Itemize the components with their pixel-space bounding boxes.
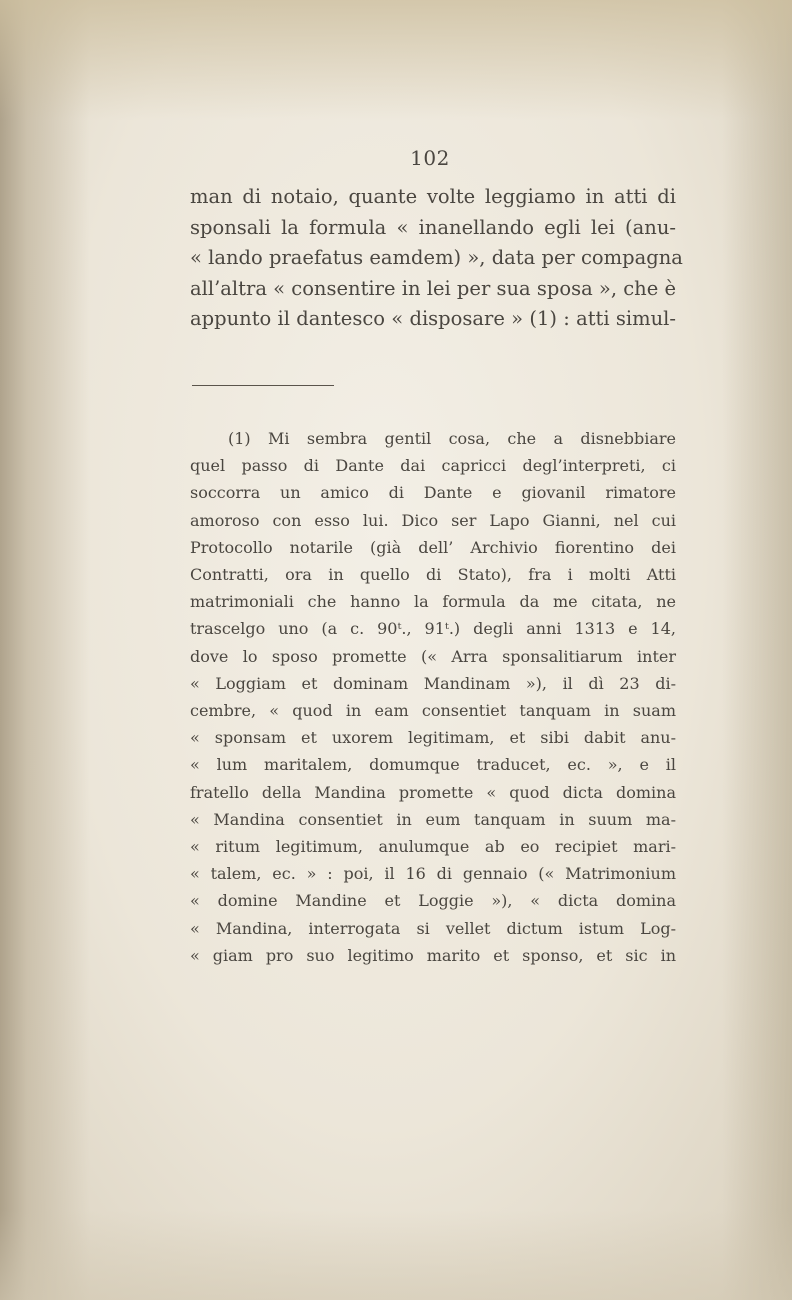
body-line: all’altra « consentire in lei per sua sposa », che è (190, 276, 677, 300)
footnote-line: amoroso con esso lui. Dico ser Lapo Gianni, nel cui (190, 510, 676, 530)
page-edge-shadow-right (722, 0, 792, 1300)
page-edge-shadow-bottom (0, 1210, 792, 1300)
footnote-line: « Mandina, interrogata si vellet dictum istum Log- (190, 918, 676, 938)
footnote-line: matrimoniali che hanno la formula da me citata, ne (190, 592, 676, 612)
footnote-line: trascelgo uno (a c. 90ᵗ., 91ᵗ.) degli anni 1313 e 14, (190, 619, 676, 639)
footnote-line: (1) Mi sembra gentil cosa, che a disnebbiare (228, 429, 676, 448)
footnote-line: « domine Mandine et Loggie »), « dicta domina (190, 891, 676, 911)
footnote-line: cembre, « quod in eam consentiet tanquam in suam (190, 701, 676, 721)
footnote-line: Protocollo notarile (già dell’ Archivio fiorentino dei (190, 537, 676, 557)
footnote-line: Contratti, ora in quello di Stato), fra i molti Atti (190, 565, 676, 585)
footnote-line: fratello della Mandina promette « quod dicta domina (190, 782, 676, 802)
footnote-text-block (190, 425, 676, 969)
footnote-separator-rule (192, 385, 334, 386)
footnote-line: « Loggiam et dominam Mandinam »), il dì 23 di- (190, 673, 676, 693)
page-number: 102 (410, 146, 450, 170)
footnote-line: quel passo di Dante dai capricci degl’interpreti, ci (190, 456, 676, 476)
page-edge-shadow-top (0, 0, 792, 120)
footnote-line: « Mandina consentiet in eum tanquam in suum ma- (190, 809, 676, 829)
body-line: sponsali la formula « inanellando egli lei (anu- (190, 215, 676, 239)
footnote-line: « sponsam et uxorem legitimam, et sibi dabit anu- (190, 728, 676, 748)
body-line: appunto il dantesco « disposare » (1) : atti simul- (190, 307, 676, 330)
footnote-line: dove lo sposo promette (« Arra sponsalitiarum inter (190, 646, 676, 666)
main-text-block (190, 182, 683, 335)
page-edge-shadow-left (0, 0, 90, 1300)
footnote-line: « talem, ec. » : poi, il 16 di gennaio (« Matrimonium (190, 864, 676, 884)
footnote-line: « ritum legitimum, anulumque ab eo recipiet mari- (190, 837, 676, 857)
footnote-line: « lum maritalem, domumque traducet, ec. », e il (190, 755, 676, 775)
footnote-line: soccorra un amico di Dante e giovanil rimatore (190, 483, 676, 503)
footnote-line: « giam pro suo legitimo marito et sponso, et sic in (190, 945, 676, 965)
body-line: man di notaio, quante volte leggiamo in atti di (190, 185, 676, 208)
body-line: « lando praefatus eamdem) », data per compagna (190, 246, 683, 269)
